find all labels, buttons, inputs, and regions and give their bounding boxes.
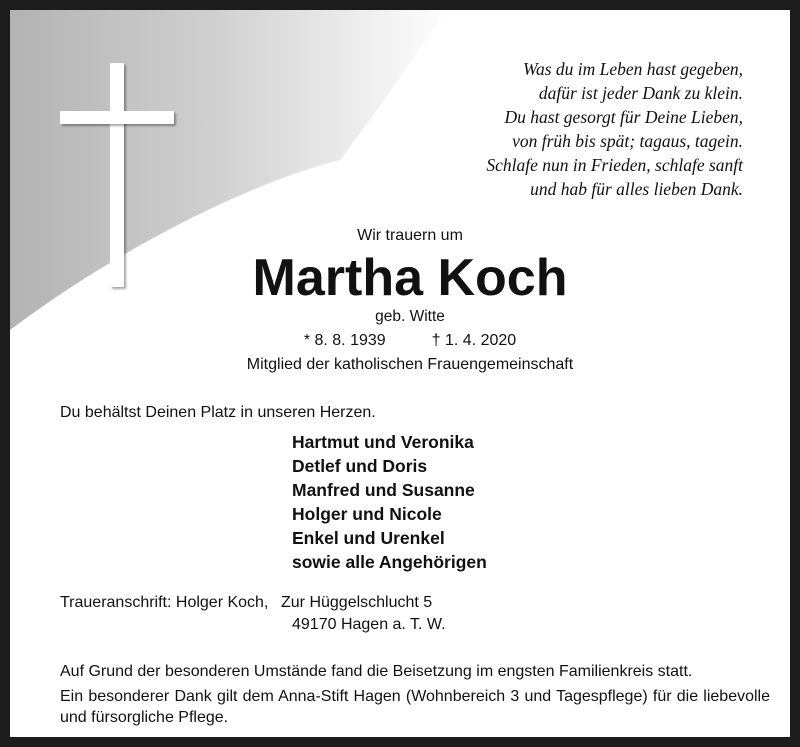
mourning-intro: Wir trauern um xyxy=(357,227,463,244)
poem-line: Schlafe nun in Frieden, schlafe sanft xyxy=(486,155,743,175)
poem-line: und hab für alles lieben Dank. xyxy=(530,179,743,199)
address-city: 49170 Hagen a. T. W. xyxy=(292,616,446,633)
poem-line: Du hast gesorgt für Deine Lieben, xyxy=(504,107,743,127)
mourner-entry: Enkel und Urenkel xyxy=(292,528,445,548)
poem xyxy=(486,57,743,201)
maiden-name: geb. Witte xyxy=(375,308,445,325)
poem-line: Was du im Leben hast gegeben, xyxy=(522,59,743,79)
life-dates xyxy=(10,332,800,350)
birth-date: * 8. 8. 1939 xyxy=(303,332,386,349)
mourner-entry: Holger und Nicole xyxy=(292,504,442,524)
burial-notice: Auf Grund der besonderen Umstände fand die Beisetzung im engsten Familienkreis statt. xyxy=(60,663,693,680)
motto: Du behältst Deinen Platz in unseren Herzen. xyxy=(60,404,376,421)
mourner-entry: sowie alle Angehörigen xyxy=(292,552,487,572)
mourner-entry: Hartmut und Veronika xyxy=(292,432,474,452)
poem-line: von früh bis spät; tagaus, tagein. xyxy=(512,131,743,151)
address-label: Traueranschrift: Holger Koch, xyxy=(60,594,269,611)
mourners-list xyxy=(292,430,487,574)
deceased-name: Martha Koch xyxy=(252,249,568,307)
mourner-entry: Manfred und Susanne xyxy=(292,480,475,500)
cross-icon-horizontal-beam xyxy=(60,111,174,124)
poem-line: dafür ist jeder Dank zu klein. xyxy=(538,83,743,103)
membership-note: Mitglied der katholischen Frauengemeinschaft xyxy=(246,356,574,373)
thanks-notice: Ein besonderer Dank gilt dem Anna-Stift Hagen (Wohnbereich 3 und Tagespflege) für die liebevolle und fürsorgliche Pflege. xyxy=(60,688,770,726)
mourner-entry: Detlef und Doris xyxy=(292,456,428,476)
address-street: Zur Hüggelschlucht 5 xyxy=(281,594,433,611)
death-date: † 1. 4. 2020 xyxy=(431,332,517,349)
